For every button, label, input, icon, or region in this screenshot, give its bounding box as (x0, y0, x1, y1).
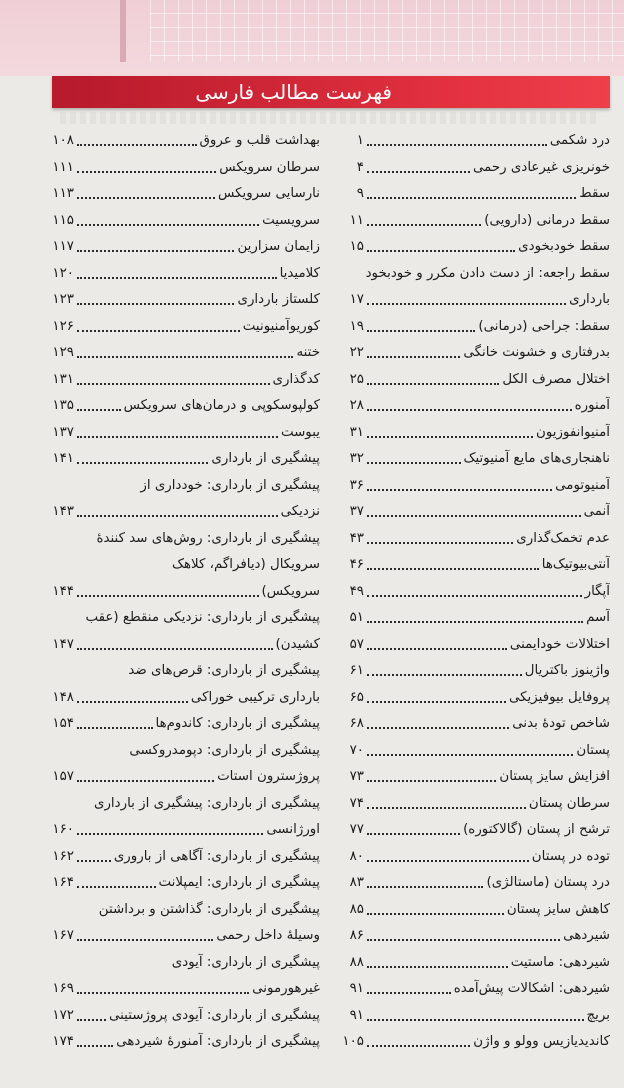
toc-entry-page-number: ۷۰ (349, 742, 364, 758)
toc-entry (50, 1003, 320, 1030)
toc-entry (340, 393, 610, 420)
dot-leader (367, 992, 451, 994)
toc-right-column (340, 128, 610, 1056)
toc-entry-title: ترشح از پستان (گالاکتوره) (463, 822, 610, 837)
toc-entry-title: نارسایی سرویکس (218, 186, 320, 201)
toc-entry-page-number: ۱۴۴ (52, 583, 74, 599)
toc-entry-page-number: ۱۶۲ (52, 848, 74, 864)
toc-entry (340, 128, 610, 155)
toc-entry-page-number: ۸۰ (349, 848, 364, 864)
toc-entry-page-number: ۱۶۰ (52, 822, 74, 837)
title-bar (52, 76, 610, 108)
dot-leader (77, 356, 293, 358)
toc-entry (340, 738, 610, 765)
toc-entry-title: کاهش سایز پستان (506, 901, 610, 917)
dot-leader (77, 648, 273, 650)
toc-entry-title: آپگار (584, 583, 610, 599)
toc-entry-page-number: ۱۴۳ (52, 504, 74, 519)
toc-entry (340, 234, 610, 261)
show-through-text (60, 112, 600, 124)
toc-entry (50, 340, 320, 367)
toc-entry (50, 393, 320, 420)
toc-entry (50, 261, 320, 288)
toc-entry (340, 711, 610, 738)
toc-entry-page-number: ۱۱ (349, 212, 364, 228)
dot-leader (77, 833, 263, 835)
header-grid-pattern (150, 0, 624, 62)
toc-entry-page-number: ۱۱۵ (52, 212, 74, 228)
dot-leader (367, 515, 581, 517)
dot-leader (77, 144, 197, 146)
toc-entry (340, 314, 610, 341)
toc-entry (340, 605, 610, 632)
toc-entry-page-number: ۲۲ (349, 345, 364, 360)
dot-leader (77, 595, 259, 597)
dot-leader (367, 1019, 584, 1021)
toc-entry (340, 552, 610, 579)
toc-entry-page-number: ۱۲۶ (52, 318, 74, 334)
toc-entry-title: پیشگیری از بارداری: کاندوم‌ها (155, 716, 320, 731)
toc-entry-page-number: ۴۳ (349, 530, 364, 546)
dot-leader (367, 860, 529, 862)
toc-entry (340, 817, 610, 844)
toc-entry (340, 791, 610, 818)
header-stripe (120, 0, 126, 62)
header-band (0, 0, 624, 76)
toc-entry-page-number: ۷۷ (349, 822, 364, 837)
dot-leader (77, 515, 278, 517)
toc-entry-page-number: ۲۸ (349, 398, 364, 413)
toc-entry-title: خونریزی غیرعادی رحمی (472, 159, 610, 175)
dot-leader (367, 701, 506, 703)
toc-entry (340, 1029, 610, 1056)
dot-leader (367, 383, 499, 385)
toc-entry (50, 738, 320, 765)
toc-entry (50, 579, 320, 606)
toc-entry-title: سرویکس) (261, 583, 320, 599)
toc-entry-title: پیشگیری از بارداری: قرص‌های ضد (128, 663, 320, 678)
toc-entry-title: اورژانسی (266, 822, 320, 837)
toc-entry (50, 499, 320, 526)
toc-entry-title: پیشگیری از بارداری: آیودی پروژستینی (108, 1007, 320, 1023)
toc-entry-page-number: ۴ (356, 159, 364, 175)
toc-entry (340, 420, 610, 447)
toc-entry-page-number: ۱۳۵ (52, 398, 74, 413)
toc-entry-page-number: ۹۱ (349, 981, 364, 996)
toc-entry-title: ناهنجاری‌های مایع آمنیوتیک (463, 451, 610, 466)
toc-entry-page-number: ۶۱ (349, 663, 364, 678)
toc-entry-title: کدگذاری (272, 371, 320, 387)
toc-entry (50, 870, 320, 897)
toc-entry-title: سقط درمانی (دارویی) (484, 212, 610, 228)
toc-entry (340, 685, 610, 712)
toc-entry (50, 367, 320, 394)
toc-entry-title: افزایش سایز پستان (499, 769, 610, 784)
toc-entry-title: پیشگیری از بارداری: پیشگیری از بارداری (93, 795, 320, 811)
toc-entry-page-number: ۱ (356, 133, 364, 148)
dot-leader (77, 330, 240, 332)
toc-entry (50, 314, 320, 341)
toc-entry-title: زایمان سزارین (237, 239, 320, 254)
toc-entry-title: توده در پستان (531, 848, 610, 864)
toc-entry (50, 950, 320, 977)
dot-leader (367, 250, 515, 252)
toc-entry-title: پیشگیری از بارداری: ایمپلانت (158, 875, 320, 890)
toc-entry (50, 446, 320, 473)
toc-entry-title: بریچ (586, 1007, 610, 1023)
toc-entry-title: سقط خودبخودی (518, 239, 610, 254)
toc-entry-page-number: ۸۳ (349, 875, 364, 890)
toc-entry (50, 923, 320, 950)
toc-entry-page-number: ۱۲۳ (52, 292, 74, 307)
toc-entry (50, 155, 320, 182)
toc-entry-page-number: ۸۶ (349, 928, 364, 943)
toc-entry-page-number: ۱۲۰ (52, 265, 74, 281)
dot-leader (367, 1045, 470, 1047)
toc-entry (340, 261, 610, 288)
toc-entry (340, 923, 610, 950)
toc-entry (50, 287, 320, 314)
dot-leader (367, 674, 522, 676)
toc-entry-title: واژینوز باکتریال (524, 663, 610, 678)
toc-entry-title: کاندیدیازیس وولو و واژن (473, 1034, 610, 1049)
toc-entry-page-number: ۱۱۱ (52, 159, 74, 175)
toc-entry-title: آمنوره (574, 398, 610, 413)
toc-entry-title: شیردهی: اشکالات پیش‌آمده (453, 981, 610, 996)
toc-entry-page-number: ۳۶ (349, 477, 364, 493)
dot-leader (77, 727, 153, 729)
toc-entry-title: آنتی‌بیوتیک‌ها (541, 557, 610, 572)
toc-entry (50, 552, 320, 579)
toc-entry-page-number: ۱۶۹ (52, 981, 74, 996)
toc-entry-title: عدم تخمک‌گذاری (516, 530, 610, 546)
toc-entry (340, 526, 610, 553)
toc-entry-page-number: ۱۴۱ (52, 451, 74, 466)
toc-entry-page-number: ۳۷ (349, 504, 364, 519)
toc-entry-title: شیردهی (563, 928, 610, 943)
dot-leader (367, 886, 483, 888)
toc-entry-page-number: ۱۷۴ (52, 1034, 74, 1049)
toc-entry-page-number: ۱۱۳ (52, 186, 74, 201)
dot-leader (367, 409, 572, 411)
toc-entry (50, 764, 320, 791)
toc-entry-title: اختلال مصرف الکل (502, 371, 610, 387)
toc-entry-title: درد شکمی (549, 133, 610, 148)
toc-columns (50, 128, 610, 1078)
toc-entry (340, 340, 610, 367)
toc-entry-page-number: ۱۵ (349, 239, 364, 254)
toc-entry-title: پیشگیری از بارداری: خودداری از (140, 477, 320, 493)
toc-entry-title: کلستاز بارداری (237, 292, 320, 307)
toc-entry-page-number: ۸۸ (349, 954, 364, 970)
dot-leader (367, 833, 460, 835)
dot-leader (77, 1045, 113, 1047)
dot-leader (77, 701, 188, 703)
toc-entry-title: کشیدن) (275, 636, 320, 652)
toc-entry-title: پروژسترون استات (217, 769, 320, 784)
toc-entry-title: بارداری ترکیبی خوراکی (190, 689, 320, 705)
toc-entry-title: پیشگیری از بارداری: آمنورهٔ شیردهی (116, 1034, 320, 1049)
toc-entry-page-number: ۱۴۷ (52, 636, 74, 652)
dot-leader (367, 595, 582, 597)
toc-entry-page-number: ۱۰۵ (342, 1034, 364, 1049)
dot-leader (77, 1019, 106, 1021)
toc-entry-page-number: ۱۳۱ (52, 371, 74, 387)
dot-leader (367, 648, 507, 650)
toc-entry (340, 473, 610, 500)
toc-entry (340, 844, 610, 871)
toc-entry (340, 1003, 610, 1030)
toc-entry-title: سرطان سرویکس (219, 159, 320, 175)
dot-leader (367, 224, 481, 226)
toc-entry-page-number: ۸۵ (349, 901, 364, 917)
toc-entry-page-number: ۱۵۷ (52, 769, 74, 784)
toc-entry-title: سقط (579, 186, 610, 201)
toc-entry-page-number: ۱۶۴ (52, 875, 74, 890)
toc-entry-title: پیشگیری از بارداری: آیودی (171, 954, 320, 970)
toc-entry-title: سرویکال (دیافراگم، کلاهک (171, 557, 320, 572)
dot-leader (367, 436, 533, 438)
toc-entry (340, 976, 610, 1003)
toc-entry-page-number: ۱۱۷ (52, 239, 74, 254)
toc-entry-title: بارداری (569, 292, 610, 307)
dot-leader (367, 144, 547, 146)
toc-entry-title: پیشگیری از بارداری: دپومدروکسی (129, 742, 320, 758)
dot-leader (77, 171, 216, 173)
toc-entry-title: پیشگیری از بارداری (211, 451, 320, 466)
toc-entry (50, 817, 320, 844)
toc-entry-title: پیشگیری از بارداری: نزدیکی منقطع (عقب (85, 610, 320, 625)
toc-entry-page-number: ۶۸ (349, 716, 364, 731)
dot-leader (367, 754, 573, 756)
toc-entry (340, 870, 610, 897)
toc-entry-page-number: ۹۱ (349, 1007, 364, 1023)
dot-leader (367, 913, 504, 915)
toc-entry-title: بهداشت قلب و عروق (199, 133, 320, 148)
toc-entry-title: آسم (586, 610, 610, 625)
toc-entry-page-number: ۵۷ (349, 636, 364, 652)
dot-leader (77, 383, 270, 385)
dot-leader (367, 489, 552, 491)
dot-leader (77, 409, 121, 411)
toc-entry (340, 499, 610, 526)
toc-entry (50, 976, 320, 1003)
dot-leader (367, 542, 513, 544)
toc-entry-page-number: ۱۴۸ (52, 689, 74, 705)
dot-leader (77, 303, 234, 305)
dot-leader (367, 197, 576, 199)
toc-entry (340, 181, 610, 208)
toc-entry (50, 685, 320, 712)
toc-entry-title: شیردهی: ماستیت (510, 954, 610, 970)
toc-entry (50, 473, 320, 500)
toc-entry-page-number: ۹ (356, 186, 364, 201)
toc-entry-title: اختلالات خودایمنی (509, 636, 610, 652)
toc-entry-page-number: ۱۵۴ (52, 716, 74, 731)
dot-leader (367, 303, 566, 305)
dot-leader (77, 277, 277, 279)
toc-entry-page-number: ۴۹ (349, 583, 364, 599)
toc-entry (50, 897, 320, 924)
toc-entry (50, 791, 320, 818)
toc-entry-title: پستان (576, 742, 610, 758)
toc-entry (340, 287, 610, 314)
dot-leader (367, 462, 461, 464)
dot-leader (367, 939, 560, 941)
toc-entry-title: پروفایل بیوفیزیکی (509, 689, 610, 705)
dot-leader (367, 568, 539, 570)
toc-entry (50, 420, 320, 447)
toc-entry-title: کولپوسکوپی و درمان‌های سرویکس (123, 398, 320, 413)
toc-entry-page-number: ۷۴ (349, 795, 364, 811)
toc-entry-title: پیشگیری از بارداری: روش‌های سد کنندهٔ (96, 530, 320, 546)
dot-leader (367, 807, 526, 809)
toc-entry-page-number: ۳۲ (349, 451, 364, 466)
toc-entry (340, 950, 610, 977)
toc-entry-page-number: ۱۷ (349, 292, 364, 307)
dot-leader (77, 224, 259, 226)
toc-entry (50, 605, 320, 632)
toc-entry (340, 446, 610, 473)
toc-entry-title: یبوست (280, 424, 320, 440)
toc-entry-page-number: ۱۹ (349, 318, 364, 334)
toc-entry-title: وسیلهٔ داخل رحمی (216, 928, 320, 943)
dot-leader (77, 197, 215, 199)
dot-leader (367, 330, 475, 332)
toc-entry-title: درد پستان (ماستالژی) (486, 875, 610, 890)
toc-entry-page-number: ۲۵ (349, 371, 364, 387)
toc-entry-title: آمنیوانفوزیون (536, 424, 610, 440)
toc-entry-title: آنمی (583, 504, 610, 519)
toc-entry (50, 711, 320, 738)
toc-entry-title: آمنیوتومی (555, 477, 610, 493)
toc-entry-title: غیرهورمونی (252, 981, 320, 996)
toc-entry (50, 234, 320, 261)
toc-entry (340, 764, 610, 791)
dot-leader (77, 436, 278, 438)
dot-leader (77, 860, 111, 862)
toc-entry (340, 658, 610, 685)
toc-entry-page-number: ۱۳۷ (52, 424, 74, 440)
dot-leader (367, 727, 509, 729)
toc-entry (340, 579, 610, 606)
toc-entry-title: نزدیکی (280, 504, 320, 519)
toc-entry (50, 181, 320, 208)
toc-left-column (50, 128, 320, 1056)
toc-entry-title: پیشگیری از بارداری: گذاشتن و برداشتن (98, 901, 320, 917)
toc-entry-title: شاخص تودهٔ بدنی (512, 716, 610, 731)
toc-entry (50, 844, 320, 871)
toc-entry (340, 155, 610, 182)
toc-entry (50, 526, 320, 553)
dot-leader (77, 462, 208, 464)
toc-entry (340, 367, 610, 394)
toc-entry (50, 128, 320, 155)
toc-entry-title: سرطان پستان (528, 795, 610, 811)
dot-leader (367, 356, 460, 358)
toc-entry-page-number: ۶۵ (349, 689, 364, 705)
toc-entry (340, 208, 610, 235)
toc-entry-page-number: ۴۶ (349, 557, 364, 572)
dot-leader (77, 886, 156, 888)
toc-entry-title: کوریوآمنیونیت (242, 318, 320, 334)
dot-leader (367, 780, 496, 782)
page-title: فهرست مطالب فارسی (195, 80, 392, 104)
toc-entry-title: ختنه (296, 345, 320, 360)
toc-entry-title: سقط: جراحی (درمانی) (478, 318, 610, 334)
toc-entry-page-number: ۷۳ (349, 769, 364, 784)
toc-entry (340, 632, 610, 659)
dot-leader (77, 939, 213, 941)
toc-entry-title: سقط راجعه: از دست دادن مکرر و خودبخود (365, 265, 610, 281)
dot-leader (367, 171, 470, 173)
dot-leader (77, 780, 214, 782)
toc-entry-title: سرویسیت (262, 212, 320, 228)
toc-entry-page-number: ۱۲۹ (52, 345, 74, 360)
toc-entry-page-number: ۱۷۲ (52, 1007, 74, 1023)
dot-leader (77, 250, 234, 252)
dot-leader (77, 992, 249, 994)
dot-leader (367, 966, 508, 968)
toc-entry (50, 208, 320, 235)
toc-entry (50, 1029, 320, 1056)
toc-entry-page-number: ۳۱ (349, 424, 364, 440)
toc-entry-page-number: ۱۰۸ (52, 133, 74, 148)
toc-entry (50, 658, 320, 685)
toc-entry-title: کلامیدیا (279, 265, 320, 281)
toc-entry (50, 632, 320, 659)
toc-entry (340, 897, 610, 924)
toc-entry-page-number: ۵۱ (349, 610, 364, 625)
dot-leader (367, 621, 583, 623)
toc-entry-title: بدرفتاری و خشونت خانگی (463, 345, 610, 360)
toc-entry-page-number: ۱۶۷ (52, 928, 74, 943)
toc-entry-title: پیشگیری از بارداری: آگاهی از باروری (113, 848, 320, 864)
